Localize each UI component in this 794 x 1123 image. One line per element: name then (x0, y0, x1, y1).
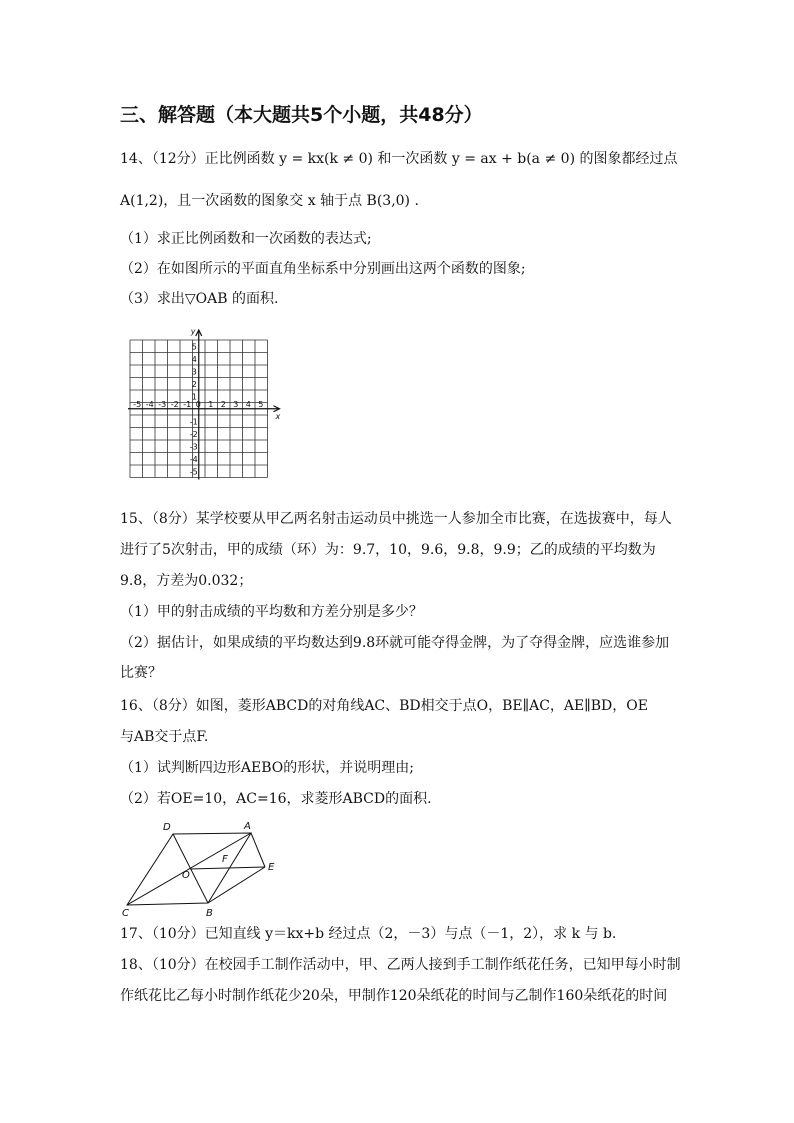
q15-sub2a: （2）据估计，如果成绩的平均数达到9.8环就可能夺得金牌，为了夺得金牌，应选谁参加 (120, 635, 670, 651)
q16-line2: 与AB交于点F. (120, 729, 209, 745)
q15-line3: 9.8，方差为0.032； (120, 573, 253, 589)
y-axis-label: y (190, 327, 196, 336)
x-tick-label: 5 (258, 399, 264, 409)
label-f: F (222, 854, 228, 865)
q14-line2: A(1,2)，且一次函数的图象交 x 轴于点 B(3,0) . (120, 193, 419, 209)
q14-sub2: （2）在如图所示的平面直角坐标系中分别画出这两个函数的图象; (120, 261, 526, 277)
y-tick-label: -5 (189, 467, 198, 477)
coordinate-grid (120, 322, 290, 492)
q14-sub1: （1）求正比例函数和一次函数的表达式; (120, 231, 372, 247)
q18-line2: 作纸花比乙每小时制作纸花少20朵，甲制作120朵纸花的时间与乙制作160朵纸花的时间 (120, 988, 668, 1004)
x-tick-label: 0 (195, 399, 201, 409)
q16-line1: 16、（8分）如图，菱形ABCD的对角线AC、BD相交于点O，BE∥AC，AE∥BD，OE (120, 698, 648, 714)
x-tick-label: 3 (233, 399, 239, 409)
x-tick-label: -4 (145, 399, 154, 409)
q15-sub2b: 比赛？ (120, 665, 162, 681)
y-tick-label: -1 (189, 417, 198, 427)
y-tick-label: 1 (191, 392, 197, 402)
label-o: O (182, 870, 190, 881)
q17-line1: 17、（10分）已知直线 y＝kx+b 经过点（2，－3）与点（－1，2），求 k 与 b. (120, 926, 617, 942)
label-d: D (163, 822, 171, 833)
q16-sub2: （2）若OE=10，AC=16，求菱形ABCD的面积. (120, 791, 432, 807)
q18-line1: 18、（10分）在校园手工制作活动中，甲、乙两人接到手工制作纸花任务，已知甲每小时制 (120, 957, 681, 973)
x-tick-label: 1 (208, 399, 214, 409)
segment-ae (251, 833, 265, 867)
y-tick-label: -2 (189, 429, 198, 439)
y-tick-label: -3 (189, 442, 198, 452)
y-tick-label: -4 (189, 454, 198, 464)
x-axis-label: x (275, 411, 281, 421)
x-tick-label: -1 (183, 399, 192, 409)
q15-line2: 进行了5次射击，甲的成绩（环）为：9.7，10，9.6，9.8，9.9；乙的成绩的平均数为 (120, 542, 656, 558)
label-a: A (244, 821, 251, 832)
q16-sub1: （1）试判断四边形AEBO的形状，并说明理由; (120, 760, 414, 776)
x-tick-label: -5 (133, 399, 142, 409)
x-tick-label: -3 (158, 399, 167, 409)
y-tick-label: 4 (191, 354, 197, 364)
q15-sub1: （1）甲的射击成绩的平均数和方差分别是多少？ (120, 604, 423, 620)
y-tick-label: 3 (191, 367, 197, 377)
rhombus-figure (118, 818, 288, 918)
q14-line1: 14、（12分）正比例函数 y = kx(k ≠ 0) 和一次函数 y = ax + b(a ≠ 0) 的图象都经过点 (120, 151, 678, 167)
x-tick-label: 4 (245, 399, 251, 409)
label-b: B (206, 908, 213, 918)
segment-be (208, 867, 265, 903)
diagonal-ac (127, 833, 251, 905)
segment-oe (190, 867, 265, 869)
x-tick-label: 2 (220, 399, 226, 409)
y-tick-label: 5 (191, 342, 197, 352)
label-c: C (122, 908, 129, 918)
section-title: 三、解答题（本大题共5个小题，共48分） (120, 104, 483, 126)
q15-line1: 15、（8分）某学校要从甲乙两名射击运动员中挑选一人参加全市比赛，在选拔赛中，每人 (120, 511, 672, 527)
y-tick-label: 2 (191, 379, 197, 389)
label-e: E (268, 862, 275, 873)
x-tick-label: -2 (170, 399, 179, 409)
q14-sub3: （3）求出▽OAB 的面积. (120, 291, 279, 307)
